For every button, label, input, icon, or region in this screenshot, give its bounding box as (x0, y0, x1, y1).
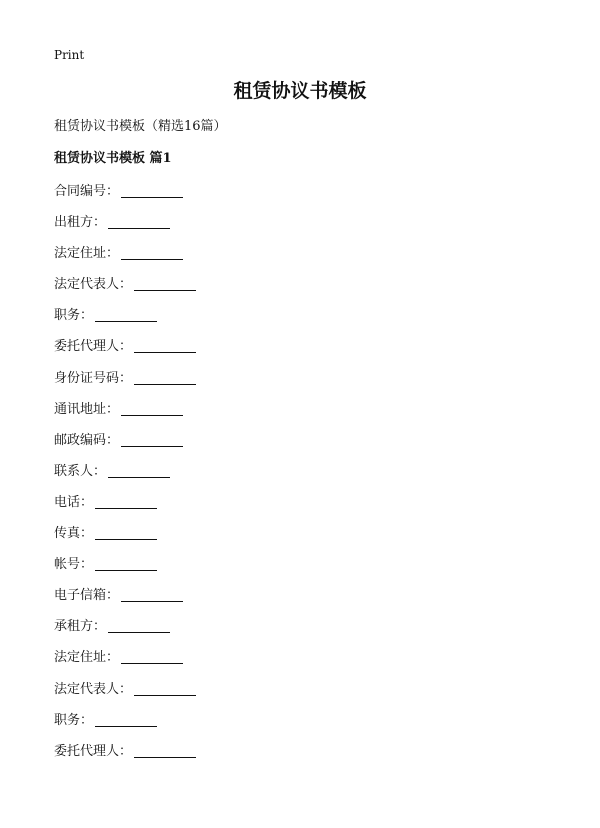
field-blank-line (108, 214, 170, 229)
field-blank-line (121, 432, 183, 447)
field-blank-line (134, 338, 196, 353)
field-contract-number (54, 183, 196, 214)
field-postal-code (54, 432, 196, 463)
form-field-list (54, 183, 196, 774)
field-blank-line (134, 681, 196, 696)
field-blank-line (95, 712, 157, 727)
field-label: 委托代理人： (54, 339, 133, 355)
field-label: 承租方： (54, 619, 107, 635)
field-label: 联系人： (54, 463, 107, 479)
field-blank-line (134, 370, 196, 385)
field-blank-line (95, 525, 157, 540)
field-lessor-address (54, 245, 196, 276)
section-heading: 租赁协议书模板 篇1 (54, 151, 172, 166)
field-blank-line (108, 463, 170, 478)
field-blank-line (108, 618, 170, 633)
field-blank-line (134, 743, 196, 758)
field-label: 职务： (54, 308, 94, 324)
field-label: 合同编号： (54, 184, 120, 199)
field-blank-line (121, 245, 183, 260)
field-blank-line (121, 587, 183, 602)
field-label: 通讯地址： (54, 401, 120, 417)
field-label: 电话： (54, 494, 94, 510)
field-label: 法定住址： (54, 246, 120, 262)
document-subtitle: 租赁协议书模板（精选16篇） (54, 119, 227, 134)
field-account (54, 556, 196, 587)
field-blank-line (121, 649, 183, 664)
document-title: 租赁协议书模板 (233, 80, 367, 102)
field-blank-line (95, 307, 157, 322)
field-lessor-legal-rep (54, 276, 196, 307)
field-blank-line (121, 183, 183, 198)
field-label: 电子信箱： (54, 588, 120, 604)
field-phone (54, 494, 196, 525)
field-label: 帐号： (54, 557, 94, 573)
field-contact-person (54, 463, 196, 494)
field-mailing-address (54, 401, 196, 432)
field-label: 法定代表人： (54, 681, 133, 697)
field-label: 职务： (54, 712, 94, 728)
field-lessee-position (54, 712, 196, 743)
field-lessor (54, 214, 196, 245)
field-label: 身份证号码： (54, 370, 133, 386)
field-blank-line (134, 276, 196, 291)
field-lessor-position (54, 307, 196, 338)
field-label: 传真： (54, 526, 94, 542)
field-label: 法定住址： (54, 650, 120, 666)
field-email (54, 587, 196, 618)
field-lessee-legal-rep (54, 681, 196, 712)
field-lessee-agent (54, 743, 196, 774)
field-lessee (54, 618, 196, 649)
field-lessee-address (54, 649, 196, 680)
field-label: 委托代理人： (54, 743, 133, 759)
print-label: Print (54, 48, 85, 62)
field-lessor-agent (54, 338, 196, 369)
field-blank-line (121, 401, 183, 416)
field-label: 邮政编码： (54, 432, 120, 448)
field-fax (54, 525, 196, 556)
field-id-number (54, 370, 196, 401)
field-label: 法定代表人： (54, 277, 133, 293)
field-blank-line (95, 494, 157, 509)
field-label: 出租方： (54, 215, 107, 231)
field-blank-line (95, 556, 157, 571)
